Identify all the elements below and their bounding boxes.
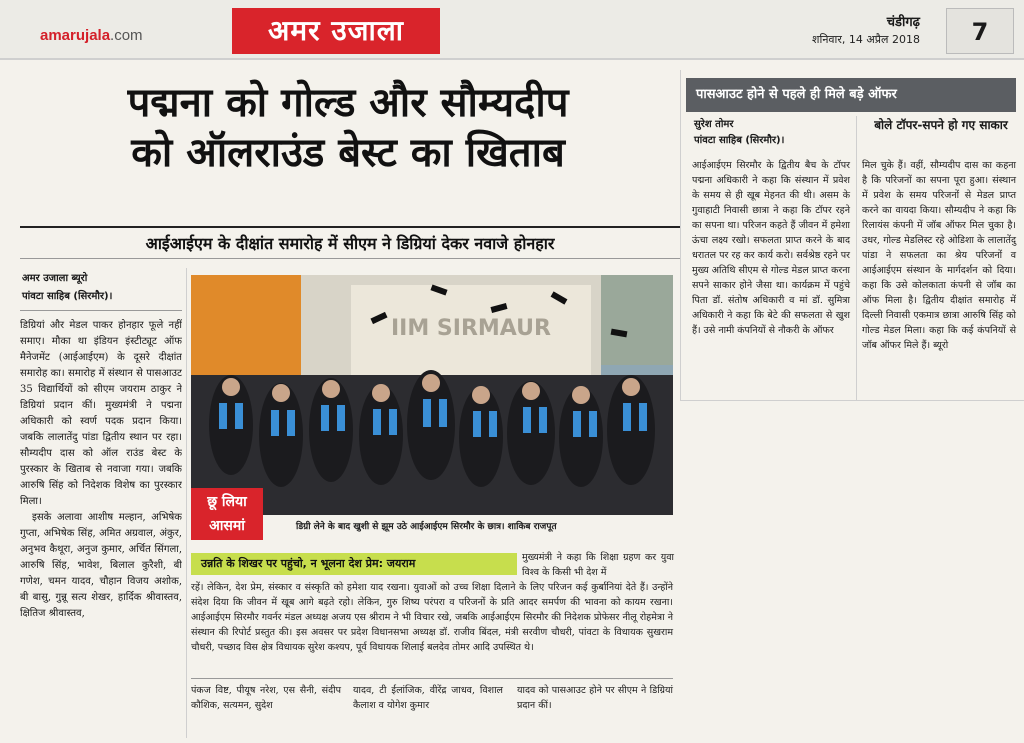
edition-name: चंडीगढ़ xyxy=(886,15,920,30)
quote-title-bar: उन्नति के शिखर पर पहुंचो, न भूलना देश प्रेम: जयराम xyxy=(191,553,517,575)
column-divider-side xyxy=(680,70,681,400)
tag-line-2: आसमां xyxy=(209,518,245,534)
photo-tag-box xyxy=(191,488,263,540)
article-paragraph-2: इसके अलावा आशीष मल्हान, अभिषेक गुप्ता, अभिषेक सिंह, अमित अग्रवाल, अंकुर, अनुभव कैथूरा, अनुज कुमार, अर्चित सिंगला, आरुषि सिंह, भावेश, बिलाल कुरैशी, बी गणेश, चमन यादव, चौहान विजय अशोक, बी बासु, गुन्नू सत्य शेखर, हार्दिक श्रीवास्तव, क्षितिज श्रीवास्तव, xyxy=(20,512,182,619)
tag-line-1: छू लिया xyxy=(207,494,247,510)
bottom-column-1: पंकज विष्ट, पीयूष नरेश, एस सैनी, संदीप कौशिक, सत्यमन, सुदेश xyxy=(191,685,341,711)
site-url-link[interactable] xyxy=(40,27,143,44)
headline-line-2: को ऑलराउंड बेस्ट का खिताब xyxy=(131,130,565,176)
bottom-column-2: यादव, टी ईलांजिक, वीरेंद्र जाधव, विशाल कैलाश व योगेश कुमार xyxy=(353,685,503,711)
side-story-header: पासआउट होने से पहले ही मिले बड़े ऑफर xyxy=(686,78,1016,112)
side-story-subheadline: बोले टॉपर-सपने हो गए साकार xyxy=(874,118,1008,132)
photo-sign-text: IIM SIRMAUR xyxy=(391,316,551,341)
issue-date: शनिवार, 14 अप्रैल 2018 xyxy=(812,33,920,46)
bottom-rule xyxy=(191,678,673,679)
newspaper-logo: अमर उजाला xyxy=(232,8,440,54)
column-divider-side-inner xyxy=(856,116,857,400)
column-divider-main xyxy=(186,268,187,738)
side-story-dateline: पांवटा साहिब (सिरमौर)। xyxy=(694,135,785,146)
side-story-bottom-rule xyxy=(680,400,1024,401)
page-number: 7 xyxy=(946,8,1014,54)
masthead xyxy=(0,0,1024,60)
graduation-photo xyxy=(191,275,673,515)
dateline: पांवटा साहिब (सिरमौर)। xyxy=(22,291,113,302)
photo-caption: डिग्री लेने के बाद खुशी से झूम उठे आईआईएम सिरमौर के छात्र। शाकिब राजपूत xyxy=(296,522,557,532)
headline-line-1: पद्मना को गोल्ड और सौम्यदीप xyxy=(127,80,569,126)
byline-rule xyxy=(20,310,182,311)
sub-headline: आईआईएम के दीक्षांत समारोह में सीएम ने डिग्रियां देकर नवाजे होनहार xyxy=(145,234,555,253)
site-url-name: amarujala xyxy=(40,27,111,44)
bottom-columns xyxy=(191,683,673,723)
headline-rule xyxy=(20,226,680,228)
side-story-byline: सुरेश तोमर xyxy=(694,119,734,130)
article-body-column xyxy=(20,318,182,738)
quote-body-text: रहें। लेकिन, देश प्रेम, संस्कार व संस्कृति को हमेशा याद रखना। युवाओं को उच्च शिक्षा दिलाने के लिए परिजन कई कुर्बानियां देते हैं। उन्होंने संदेश दिया कि जीवन में खूब आगे बढ़ते रहो। लेकिन, गुरु शिष्य परंपरा व परिजनों के प्रति आदर समर्पण की भावना को कायम रखना। आईआईएम सिरमौर गवर्नर मंडल अध्यक्ष अजय एस श्रीराम ने भी विचार रखे, जबकि आईआईएम सिरमौर की निदेशक प्रोफेसर नीलू रोहमेत्रा ने संस्थान की रिपोर्ट प्रस्तुत की। इस अवसर पर प्रदेश विधानसभा अध्यक्ष डॉ. राजीव बिंदल, मंत्री सरवीण चौधरी, पांवटा के विधायक सुखराम चौधरी, पच्छाद विस क्षेत्र विधायक सुरेश कश्यप, पूर्व विधायक शिलाई बलदेव तोमर आदि उपस्थित थे। xyxy=(191,582,673,653)
side-story-column-1: आईआईएम सिरमौर के द्वितीय बैच के टॉपर पद्मना अधिकारी ने कहा कि संस्थान में प्रवेश के समय से ही खूब मेहनत की थी। असम के गुवाहाटी निवासी छात्रा ने कहा कि टॉपर रहने का सपना था। परिजन कहते हैं जीवन में हमेशा ऊंचा लक्ष्य रखो। सफलता प्राप्त करने के बाद धरातल पर रह कर कार्य करो। सर्वश्रेष्ठ रहने पर मुख्य अतिथि सीएम से गोल्ड मेडल प्राप्त करना सपने साकार होने जैसा था। कार्यक्रम में पहुंचे पिता डॉ. संतोष अधिकारी व मां डॉ. सुमित्रा अधिकारी ने कहा कि बेटे की सफलता से खुश हैं। उसे नामी कंपनियों से नौकरी के ऑफर xyxy=(692,160,850,336)
article-paragraph-1: डिग्रियां और मेडल पाकर होनहार फूले नहीं समाए। मौका था इंडियन इंस्टीट्यूट ऑफ मैनेजमेंट (आईआईएम) के दूसरे दीक्षांत समारोह का। समारोह में संस्थान से पासआउट 35 विद्यार्थियों को सीएम जयराम ठाकुर ने डिग्रियां प्रदान कीं। मुख्यमंत्री ने पद्मना अधिकारी को स्वर्ण पदक प्रदान किया। जबकि लालातेंदु पांडा द्वितीय स्थान पर रहा। सौम्यदीप दास को ऑल राउंड बेस्ट के पुरस्कार के खिताब से नवाजा गया। जबकि आरुषि सिंह को निदेशक विशेष का पुरस्कार मिला। xyxy=(20,320,182,507)
subheadline-rule xyxy=(20,258,680,259)
site-url-suffix: .com xyxy=(110,27,143,44)
quote-intro-text: मुख्यमंत्री ने कहा कि शिक्षा ग्रहण कर युवा विश्व के किसी भी देश में xyxy=(522,552,674,578)
main-headline xyxy=(18,78,678,178)
side-story-column-2: मिल चुके हैं। वहीं, सौम्यदीप दास का कहना है कि परिजनों का सपना पूरा हुआ। संस्थान में प्रवेश के समय परिजनों से मेडल प्राप्त करने का वायदा किया। सौम्यदीप ने कहा कि रिलायंस कंपनी में जॉब ऑफर मिल चुका है। उधर, गोल्ड मेडलिस्ट रहे ओडिशा के लालातेंदु पांडा ने सफलता का श्रेय परिजनों व आईआईएम संस्थान के मार्गदर्शन को दिया। कहा कि उसे कोलकाता कंपनी से जॉब का ऑफ मिला है। द्वितीय दीक्षांत समारोह में दिल्ली निवासी एकमात्र छात्रा आरुषि सिंह को गोल्ड मेडल मिला। कहा कि कई कंपनियों से जॉब ऑफर मिले हैं। ब्यूरो xyxy=(862,160,1016,351)
bottom-column-3: यादव को पासआउट होने पर सीएम ने डिग्रियां प्रदान कीं। xyxy=(517,685,673,711)
byline: अमर उजाला ब्यूरो xyxy=(22,273,88,284)
graduation-photo-illustration xyxy=(191,275,673,515)
